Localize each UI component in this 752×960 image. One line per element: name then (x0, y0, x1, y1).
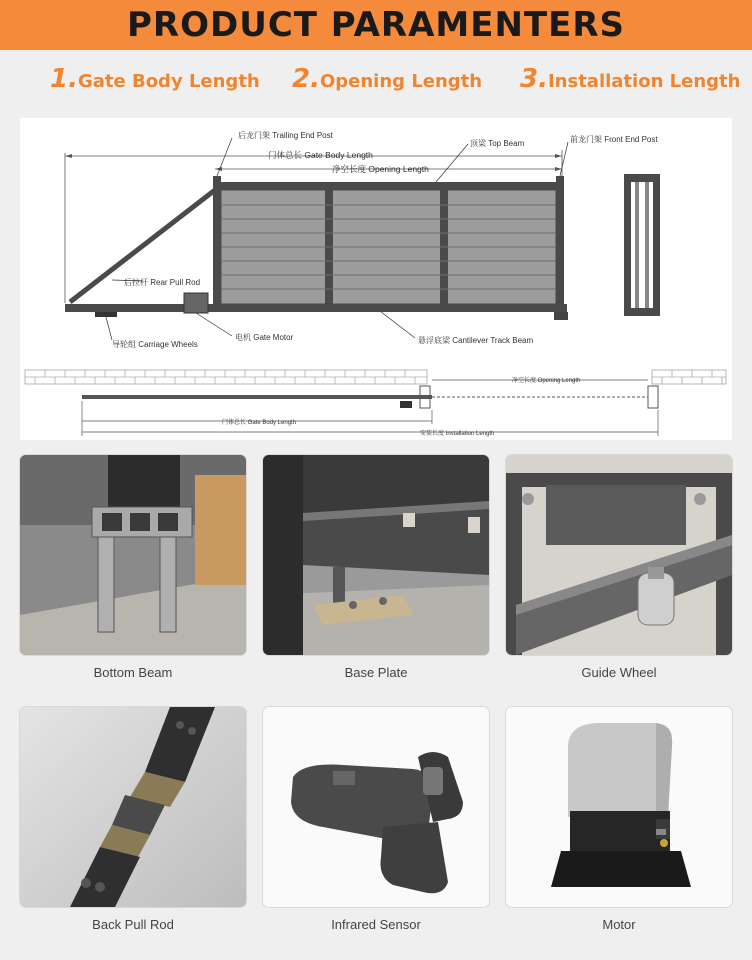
base-plate-photo (263, 455, 489, 655)
motor-photo (506, 707, 732, 907)
component-caption: Infrared Sensor (331, 917, 421, 932)
parameter-list (0, 64, 752, 104)
label-opening-length: 净空长度 Opening Length (332, 164, 429, 174)
component-back-pull-rod (20, 707, 246, 932)
infrared-sensor-photo (263, 707, 489, 907)
label-carriage-wheels: 导轮组 Carriage Wheels (112, 340, 198, 349)
param-gate-body-length (50, 64, 260, 94)
param-opening-length (292, 64, 482, 94)
label-plan-installation: 安装长度 Installation Length (420, 431, 495, 437)
carriage-wheels (95, 312, 117, 317)
title-banner (0, 0, 752, 50)
page-title: PRODUCT PARAMENTERS (126, 5, 626, 45)
component-guide-wheel (506, 455, 732, 680)
param-label: Gate Body Length (77, 71, 260, 92)
param-installation-length (520, 64, 740, 94)
gate-panels (221, 190, 556, 304)
component-base-plate (263, 455, 489, 680)
label-top-beam: 顶梁 Top Beam (470, 139, 525, 148)
label-gate-motor: 电机 Gate Motor (235, 333, 294, 342)
component-caption: Motor (602, 917, 636, 932)
gate-motor (184, 293, 208, 313)
label-front-post: 前龙门架 Front End Post (570, 135, 658, 144)
gate-diagram (20, 118, 732, 440)
label-rear-pull-rod: 后拉杆 Rear Pull Rod (124, 278, 201, 287)
front-post-side-view (624, 174, 660, 316)
front-end-post (556, 176, 564, 312)
bottom-beam-photo (20, 455, 246, 655)
component-caption: Bottom Beam (93, 665, 173, 680)
component-caption: Guide Wheel (581, 665, 657, 680)
component-infrared-sensor (263, 707, 489, 932)
plan-wall-left (25, 370, 427, 384)
trailing-end-post (213, 176, 221, 312)
label-gate-body-length: 门体总长 Gate Body Length (268, 150, 373, 160)
component-motor (506, 707, 732, 932)
cantilever-track-beam (65, 304, 567, 312)
label-track-beam: 悬浮底梁 Cantilever Track Beam (418, 336, 534, 345)
label-trailing-post: 后龙门架 Trailing End Post (238, 131, 333, 140)
param-number: 2. (292, 64, 320, 94)
back-pull-rod-photo (20, 707, 246, 907)
label-plan-gate-body: 门体总长 Gate Body Length (222, 420, 297, 426)
component-caption: Back Pull Rod (92, 917, 174, 932)
param-label: Installation Length (547, 71, 741, 92)
label-plan-opening: 净空长度 Opening Length (512, 378, 581, 384)
param-number: 1. (50, 64, 78, 94)
gate-diagram-drawing (20, 118, 732, 440)
param-label: Opening Length (319, 71, 483, 92)
guide-wheel-photo (506, 455, 732, 655)
component-caption: Base Plate (344, 665, 408, 680)
plan-gate (82, 395, 432, 399)
plan-dimension-lines (82, 380, 658, 436)
component-bottom-beam (20, 455, 246, 680)
plan-wall-right (652, 370, 726, 384)
top-beam (213, 182, 564, 190)
param-number: 3. (520, 64, 548, 94)
